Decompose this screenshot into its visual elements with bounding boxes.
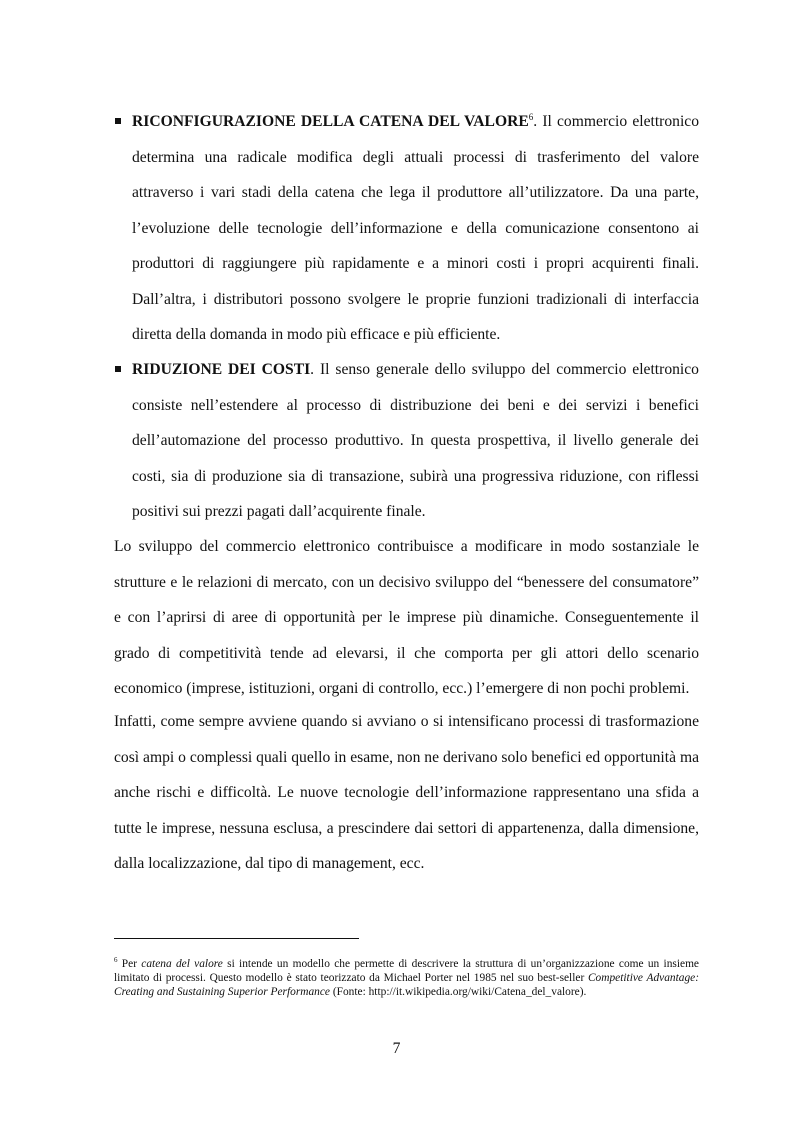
list-item (132, 104, 699, 353)
footnote-text: si intende un modello che permette di descrivere la struttura di un’organizzazione come un insieme limitato di processi. Questo modello è stato teorizzato da Michael Porter nel 1985 nel suo best-seller (114, 958, 699, 984)
footnote-number: 6 (114, 956, 118, 965)
list-item (132, 352, 699, 530)
body-paragraph: Lo sviluppo del commercio elettronico contribuisce a modificare in modo sostanziale le strutture e le relazioni di mercato, con un decisivo sviluppo del “benessere del consumatore” e con l’aprirsi di aree di opportunità per le imprese più dinamiche. Conseguentemente il grado di competitività tende ad elevarsi, il che comporta per gli attori dello scenario economico (imprese, istituzioni, organi di controllo, ecc.) l’emergere di non pochi problemi. (114, 538, 699, 697)
body-paragraph: Infatti, come sempre avviene quando si avviano o si intensificano processi di trasformazione così ampi o complessi quali quello in esame, non ne derivano solo benefici ed opportunità ma anche rischi e difficoltà. Le nuove tecnologie dell’informazione rappresentano una sfida a tutte le imprese, nessuna esclusa, a prescindere dai settori di appartenenza, dalla dimensione, dalla localizzazione, dal tipo di management, ecc. (114, 713, 699, 872)
footnote-book-title: Competitive Advantage: Creating and Sustaining Superior Performance (114, 971, 699, 998)
list-item-text: . Il commercio elettronico determina una radicale modifica degli attuali processi di trasferimento del valore attraverso i vari stadi della catena che lega il produttore all’utilizzatore. Da una parte, l’evoluzione delle tecnologie dell’informazione e della comunicazione consentono ai produttori di raggiungere più rapidamente e a minori costi i propri acquirenti finali. Dall’altra, i distributori possono svolgere le proprie funzioni tradizionali di interfaccia diretta della domanda in modo più efficace e più efficiente. (132, 113, 699, 343)
footnote-reference[interactable]: 6 (528, 111, 534, 122)
footnote (114, 958, 699, 999)
square-bullet-icon (115, 366, 121, 372)
footnote-term: catena del valore (141, 958, 223, 970)
footnote-text: Per (117, 958, 142, 970)
footnote-divider (114, 938, 359, 939)
list-item-title: RIDUZIONE DEI COSTI (132, 361, 311, 378)
footnote-source: (Fonte: http://it.wikipedia.org/wiki/Catena_del_valore). (330, 985, 587, 998)
square-bullet-icon (115, 118, 121, 124)
list-item-text: . Il senso generale dello sviluppo del commercio elettronico consiste nell’estendere al processo di distribuzione dei beni e dei servizi i benefici dell’automazione del processo produttivo. In questa prospettiva, il livello generale dei costi, sia di produzione sia di transazione, subirà una progressiva riduzione, con riflessi positivi sui prezzi pagati dall’acquirente finale. (132, 361, 699, 520)
page-number: 7 (392, 1040, 401, 1057)
list-item-title: RICONFIGURAZIONE DELLA CATENA DEL VALORE (132, 113, 529, 130)
